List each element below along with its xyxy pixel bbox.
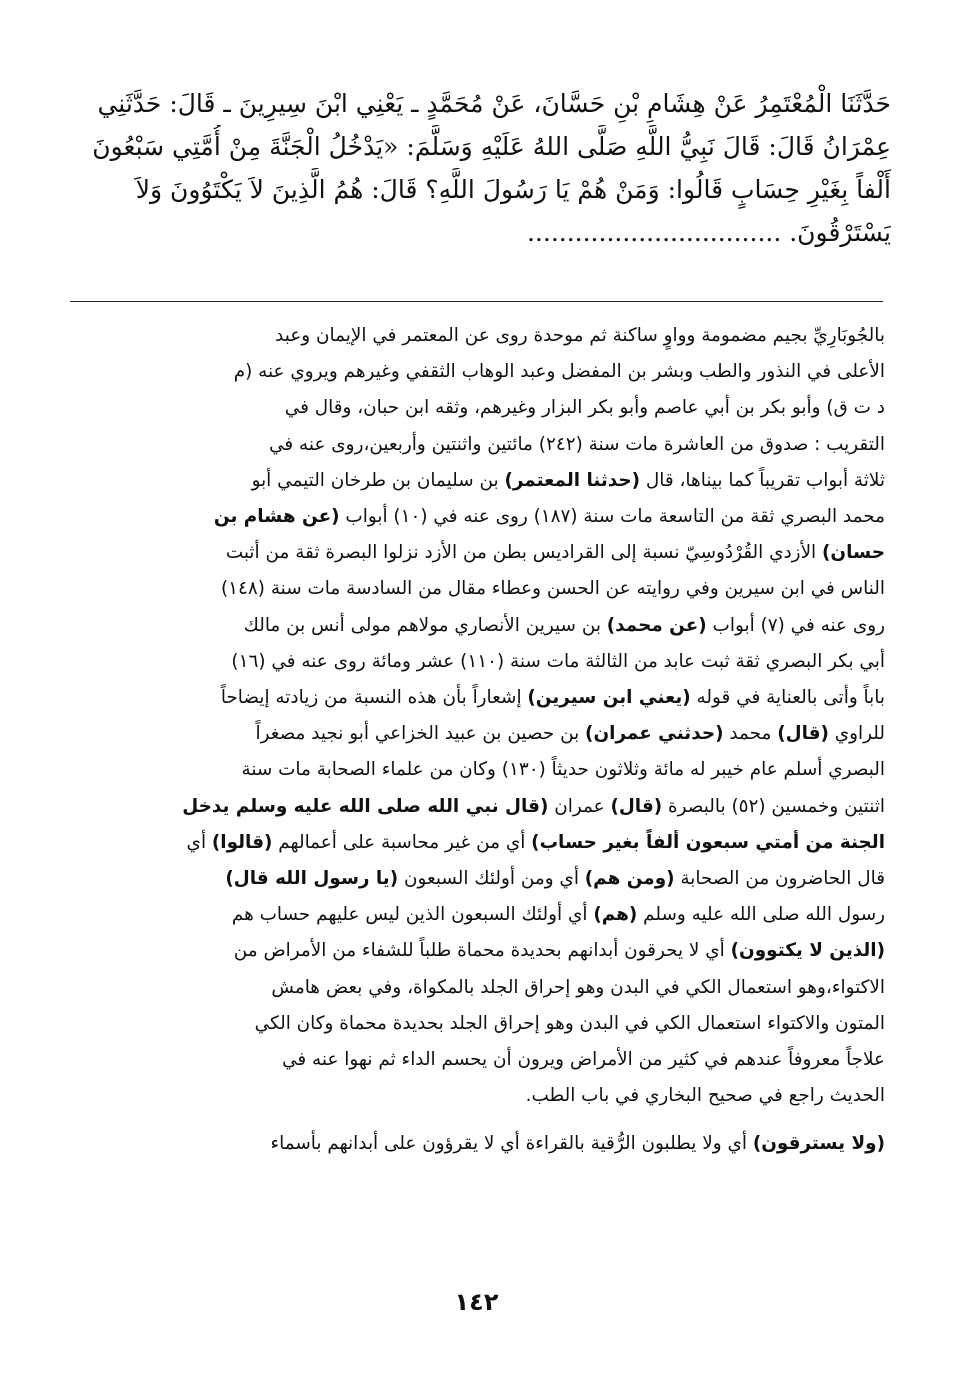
commentary-text: أبي بكر البصري ثقة ثبت عابد من الثالثة مات سنة (١١٠) عشر ومائة روى عنه في (١٦) xyxy=(231,650,885,672)
footnote-divider xyxy=(70,301,883,302)
commentary-quote-bold: (ومن هم) xyxy=(584,868,675,890)
commentary-text: أي من غير محاسبة على أعمالهم xyxy=(272,831,532,853)
commentary-text: أي لا يحرقون أبدانهم بحديدة محماة طلباً للشفاء من الأمراض من xyxy=(233,940,731,962)
commentary-text: أي xyxy=(186,831,212,853)
commentary-text: الحديث راجع في صحيح البخاري في باب الطب. xyxy=(525,1085,885,1107)
commentary-text-block xyxy=(70,318,885,1163)
hadith-text-block xyxy=(58,82,891,254)
commentary-text: أي ولا يطلبون الرُّقية بالقراءة أي لا يقرؤون على أبدانهم بأسماء xyxy=(270,1133,753,1155)
commentary-text: الأعلى في النذور والطب وبشر بن المفضل وعبد الوهاب الثقفي وغيرهم ويروي عنه (م xyxy=(233,361,885,383)
commentary-line xyxy=(70,427,885,463)
commentary-quote-bold: (هم) xyxy=(593,904,638,926)
commentary-line xyxy=(70,680,885,716)
commentary-text: باباً وأتى بالعناية في قوله xyxy=(690,687,885,709)
commentary-text: علاجاً معروفاً عندهم في كثير من الأمراض ويرون أن يحسم الداء ثم نهوا عنه في xyxy=(282,1049,885,1071)
commentary-line xyxy=(70,716,885,752)
commentary-line xyxy=(70,789,885,825)
commentary-line xyxy=(70,1042,885,1078)
commentary-text: التقريب : صدوق من العاشرة مات سنة (٢٤٢) مائتين واثنتين وأربعين،روى عنه في xyxy=(269,433,885,455)
commentary-line xyxy=(70,608,885,644)
commentary-text: أي أولئك السبعون الذين ليس عليهم حساب هم xyxy=(231,904,594,926)
commentary-quote-bold: (الذين لا يكتوون) xyxy=(730,940,885,962)
commentary-quote-bold: (قال) xyxy=(777,723,829,745)
commentary-line xyxy=(70,354,885,390)
commentary-text: بن حصين بن عبيد الخزاعي أبو نجيد مصغراً xyxy=(255,723,586,745)
commentary-text: قال الحاضرون من الصحابة xyxy=(674,868,885,890)
commentary-line xyxy=(70,1078,885,1114)
commentary-line xyxy=(70,318,885,354)
commentary-line xyxy=(70,463,885,499)
commentary-line xyxy=(70,933,885,969)
commentary-line xyxy=(70,535,885,571)
commentary-quote-bold: حسان) xyxy=(822,542,885,564)
commentary-line xyxy=(70,571,885,607)
commentary-text: إشعاراً بأن هذه النسبة من زيادته إيضاحاً xyxy=(220,687,528,709)
commentary-line xyxy=(70,1126,885,1162)
commentary-quote-bold: (ولا يسترقون) xyxy=(752,1133,885,1155)
commentary-text: بالجُوبَارِيِّ بجيم مضمومة وواوٍ ساكنة ثم موحدة روى عن المعتمر في الإيمان وعبد xyxy=(275,325,885,346)
commentary-quote-bold: (قال نبي الله صلى الله عليه وسلم يدخل xyxy=(182,795,549,817)
hadith-line: عِمْرَانُ قَالَ: قَالَ نَبِيُّ اللَّهِ صَلَّى اللهُ عَلَيْهِ وَسَلَّمَ: «يَدْخُلُ الْجَنَّةَ مِنْ أُمَّتِي سَبْعُونَ xyxy=(92,132,891,161)
commentary-text: أي ومن أولئك السبعون xyxy=(398,868,585,890)
commentary-line xyxy=(70,752,885,788)
commentary-line xyxy=(70,644,885,680)
commentary-line xyxy=(70,897,885,933)
commentary-line xyxy=(70,499,885,535)
commentary-line xyxy=(70,1006,885,1042)
commentary-quote-bold: (يعني ابن سيرين) xyxy=(527,687,691,709)
commentary-line xyxy=(70,970,885,1006)
commentary-text: ثلاثة أبواب تقريباً كما بيناها، قال xyxy=(640,469,885,491)
commentary-line xyxy=(70,390,885,426)
commentary-text: عمران xyxy=(548,795,611,817)
commentary-text: بن سيرين الأنصاري مولاهم مولى أنس بن مالك xyxy=(243,614,607,636)
hadith-line: يَسْتَرْقُونَ. ................................ xyxy=(526,218,891,247)
commentary-quote-bold: الجنة من أمتي سبعون ألفاً بغير حساب) xyxy=(531,831,885,853)
commentary-text: بن سليمان بن طرخان التيمي أبو xyxy=(251,469,505,491)
commentary-quote-bold: (حدثنا المعتمر) xyxy=(504,469,641,491)
commentary-quote-bold: (عن هشام بن xyxy=(213,506,340,528)
commentary-quote-bold: (عن محمد) xyxy=(606,614,707,636)
commentary-text: للراوي xyxy=(828,723,885,745)
commentary-quote-bold: (قال) xyxy=(610,795,663,817)
commentary-text: اثنتين وخمسين (٥٢) بالبصرة xyxy=(662,795,885,817)
commentary-text: الاكتواء،وهو استعمال الكي في البدن وهو إحراق الجلد بالمكواة، وفي بعض هامش xyxy=(271,976,885,998)
commentary-line xyxy=(70,825,885,861)
commentary-quote-bold: (يا رسول الله قال) xyxy=(225,868,399,890)
commentary-text: د ت ق) وأبو بكر بن أبي عاصم وأبو بكر البزار وغيرهم، وثقه ابن حبان، وقال في xyxy=(284,397,885,419)
commentary-text: محمد xyxy=(723,723,778,745)
commentary-text: المتون والاكتواء استعمال الكي في البدن وهو إحراق الجلد بحديدة محماة وكان الكي xyxy=(254,1012,885,1034)
commentary-text: البصري أسلم عام خيبر له مائة وثلاثون حديثاً (١٣٠) وكان من علماء الصحابة مات سنة xyxy=(241,759,885,781)
hadith-line: حَدَّثَنَا الْمُعْتَمِرُ عَنْ هِشَامِ بْنِ حَسَّانَ، عَنْ مُحَمَّدٍ ـ يَعْنِي ابْنَ سِيرِينَ ـ قَالَ: حَدَّثَنِي xyxy=(97,89,891,118)
commentary-text: محمد البصري ثقة من التاسعة مات سنة (١٨٧) روى عنه في (١٠) أبواب xyxy=(339,506,885,528)
commentary-quote-bold: (قالوا) xyxy=(211,831,273,853)
page-number: ١٤٢ xyxy=(454,1288,499,1316)
commentary-text: الناس في ابن سيرين وفي روايته عن الحسن وعطاء مقال من السادسة مات سنة (١٤٨) xyxy=(220,578,885,600)
commentary-text: روى عنه في (٧) أبواب xyxy=(706,614,885,636)
commentary-text: الأزدي القُرْدُوسِيّ نسبة إلى القراديس بطن من الأزد نزلوا البصرة ثقة من أثبت xyxy=(225,542,823,564)
commentary-quote-bold: (حدثني عمران) xyxy=(585,723,724,745)
hadith-line: أَلْفاً بِغَيْرِ حِسَابٍ قَالُوا: وَمَنْ هُمْ يَا رَسُولَ اللَّهِ؟ قَالَ: هُمُ الَّذِينَ لاَ يَكْتَوُونَ وَلاَ xyxy=(135,175,891,204)
commentary-text: رسول الله صلى الله عليه وسلم xyxy=(637,904,885,926)
commentary-line xyxy=(70,861,885,897)
